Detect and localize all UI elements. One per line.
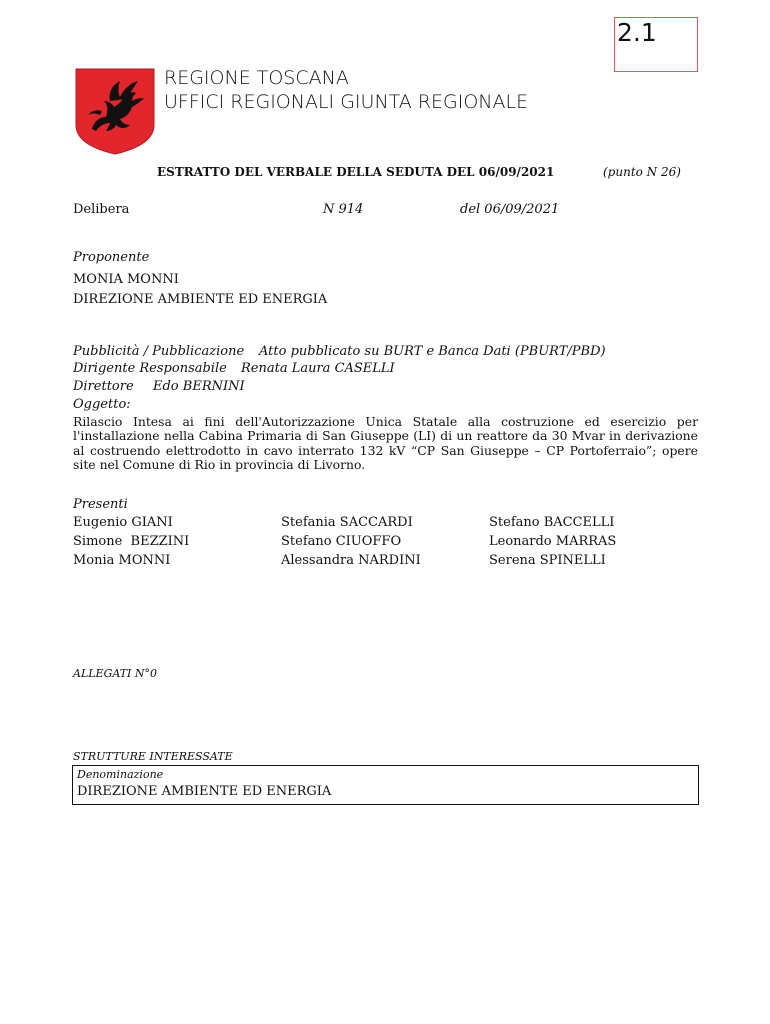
presente-name: Stefano CIUOFFO [281, 534, 402, 549]
page-number-box [614, 17, 698, 72]
presenti-label: Presenti [73, 497, 128, 512]
presente-name: Stefania SACCARDI [281, 515, 413, 530]
presente-name: Simone BEZZINI [73, 534, 190, 549]
strutture-table [72, 765, 699, 805]
proponente-label: Proponente [73, 250, 150, 265]
oggetto-label: Oggetto: [73, 397, 131, 412]
presente-name: Serena SPINELLI [489, 553, 606, 568]
pubblicita-value: Atto pubblicato su BURT e Banca Dati (PBURT/PBD) [259, 344, 606, 359]
delibera-number: N 914 [323, 202, 364, 217]
presente-name: Stefano BACCELLI [489, 515, 615, 530]
delibera-label: Delibera [73, 202, 130, 217]
direttore-label: Direttore [73, 379, 134, 394]
regione-toscana-emblem-icon [74, 67, 156, 155]
punto-number: (punto N 26) [603, 165, 681, 179]
dirigente-value: Renata Laura CASELLI [241, 361, 395, 376]
document-title: ESTRATTO DEL VERBALE DELLA SEDUTA DEL 06/09/2021 [157, 165, 555, 179]
presente-name: Leonardo MARRAS [489, 534, 617, 549]
presente-name: Monia MONNI [73, 553, 171, 568]
direttore-value: Edo BERNINI [153, 379, 245, 394]
proponente-direzione: DIREZIONE AMBIENTE ED ENERGIA [73, 292, 328, 307]
strutture-label: STRUTTURE INTERESSATE [73, 750, 233, 763]
allegati-count: ALLEGATI N°0 [73, 667, 158, 680]
oggetto-text: Rilascio Intesa ai fini dell'Autorizzazione Unica Statale alla costruzione ed esercizio per l'installazione nella Cabina Primaria di San Giuseppe (LI) di un reattore da 30 Mvar in derivazione al costruendo elettrodotto in cavo interrato 132 kV “CP San Giuseppe – CP Portoferraio”; opere site nel Comune di Rio in provincia di Livorno. [73, 414, 698, 472]
header-region: REGIONE TOSCANA [164, 67, 349, 89]
strutture-column-header: Denominazione [77, 768, 164, 781]
delibera-date: del 06/09/2021 [460, 202, 560, 217]
strutture-value: DIREZIONE AMBIENTE ED ENERGIA [77, 784, 332, 799]
dirigente-label: Dirigente Responsabile [73, 361, 227, 376]
pubblicita-label: Pubblicità / Pubblicazione [73, 344, 245, 359]
presente-name: Alessandra NARDINI [281, 553, 421, 568]
presente-name: Eugenio GIANI [73, 515, 173, 530]
header-offices: UFFICI REGIONALI GIUNTA REGIONALE [164, 91, 529, 113]
proponente-name: MONIA MONNI [73, 272, 179, 287]
page-number: 2.1 [617, 18, 657, 47]
